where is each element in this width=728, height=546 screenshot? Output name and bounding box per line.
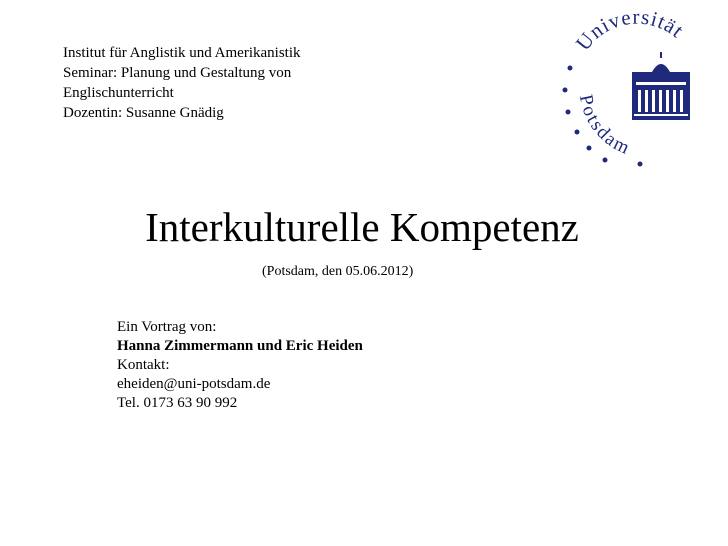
contact-email: eheiden@uni-potsdam.de — [117, 376, 271, 392]
logo-word-universitaet: Universität — [570, 8, 689, 55]
contact-phone: Tel. 0173 63 90 992 — [117, 395, 238, 411]
title-text: Interkulturelle Kompetenz — [145, 204, 579, 250]
institution-header — [63, 43, 301, 123]
university-logo — [548, 8, 728, 188]
presenter-block — [117, 318, 363, 413]
date-line: (Potsdam, den 05.06.2012) — [262, 264, 414, 279]
presentation-title — [0, 202, 728, 252]
lecturer-line: Dozentin: Susanne Gnädig — [63, 105, 224, 121]
logo-word-potsdam: Potsdam — [574, 92, 635, 160]
institute-line: Institut für Anglistik und Amerikanistik — [63, 45, 301, 61]
seminar-continuation-line: Englischunterricht — [63, 85, 174, 101]
presenter-names: Hanna Zimmermann und Eric Heiden — [117, 338, 363, 354]
presenter-intro: Ein Vortrag von: — [117, 319, 217, 335]
contact-label: Kontakt: — [117, 357, 170, 373]
seminar-line: Seminar: Planung und Gestaltung von — [63, 65, 292, 81]
